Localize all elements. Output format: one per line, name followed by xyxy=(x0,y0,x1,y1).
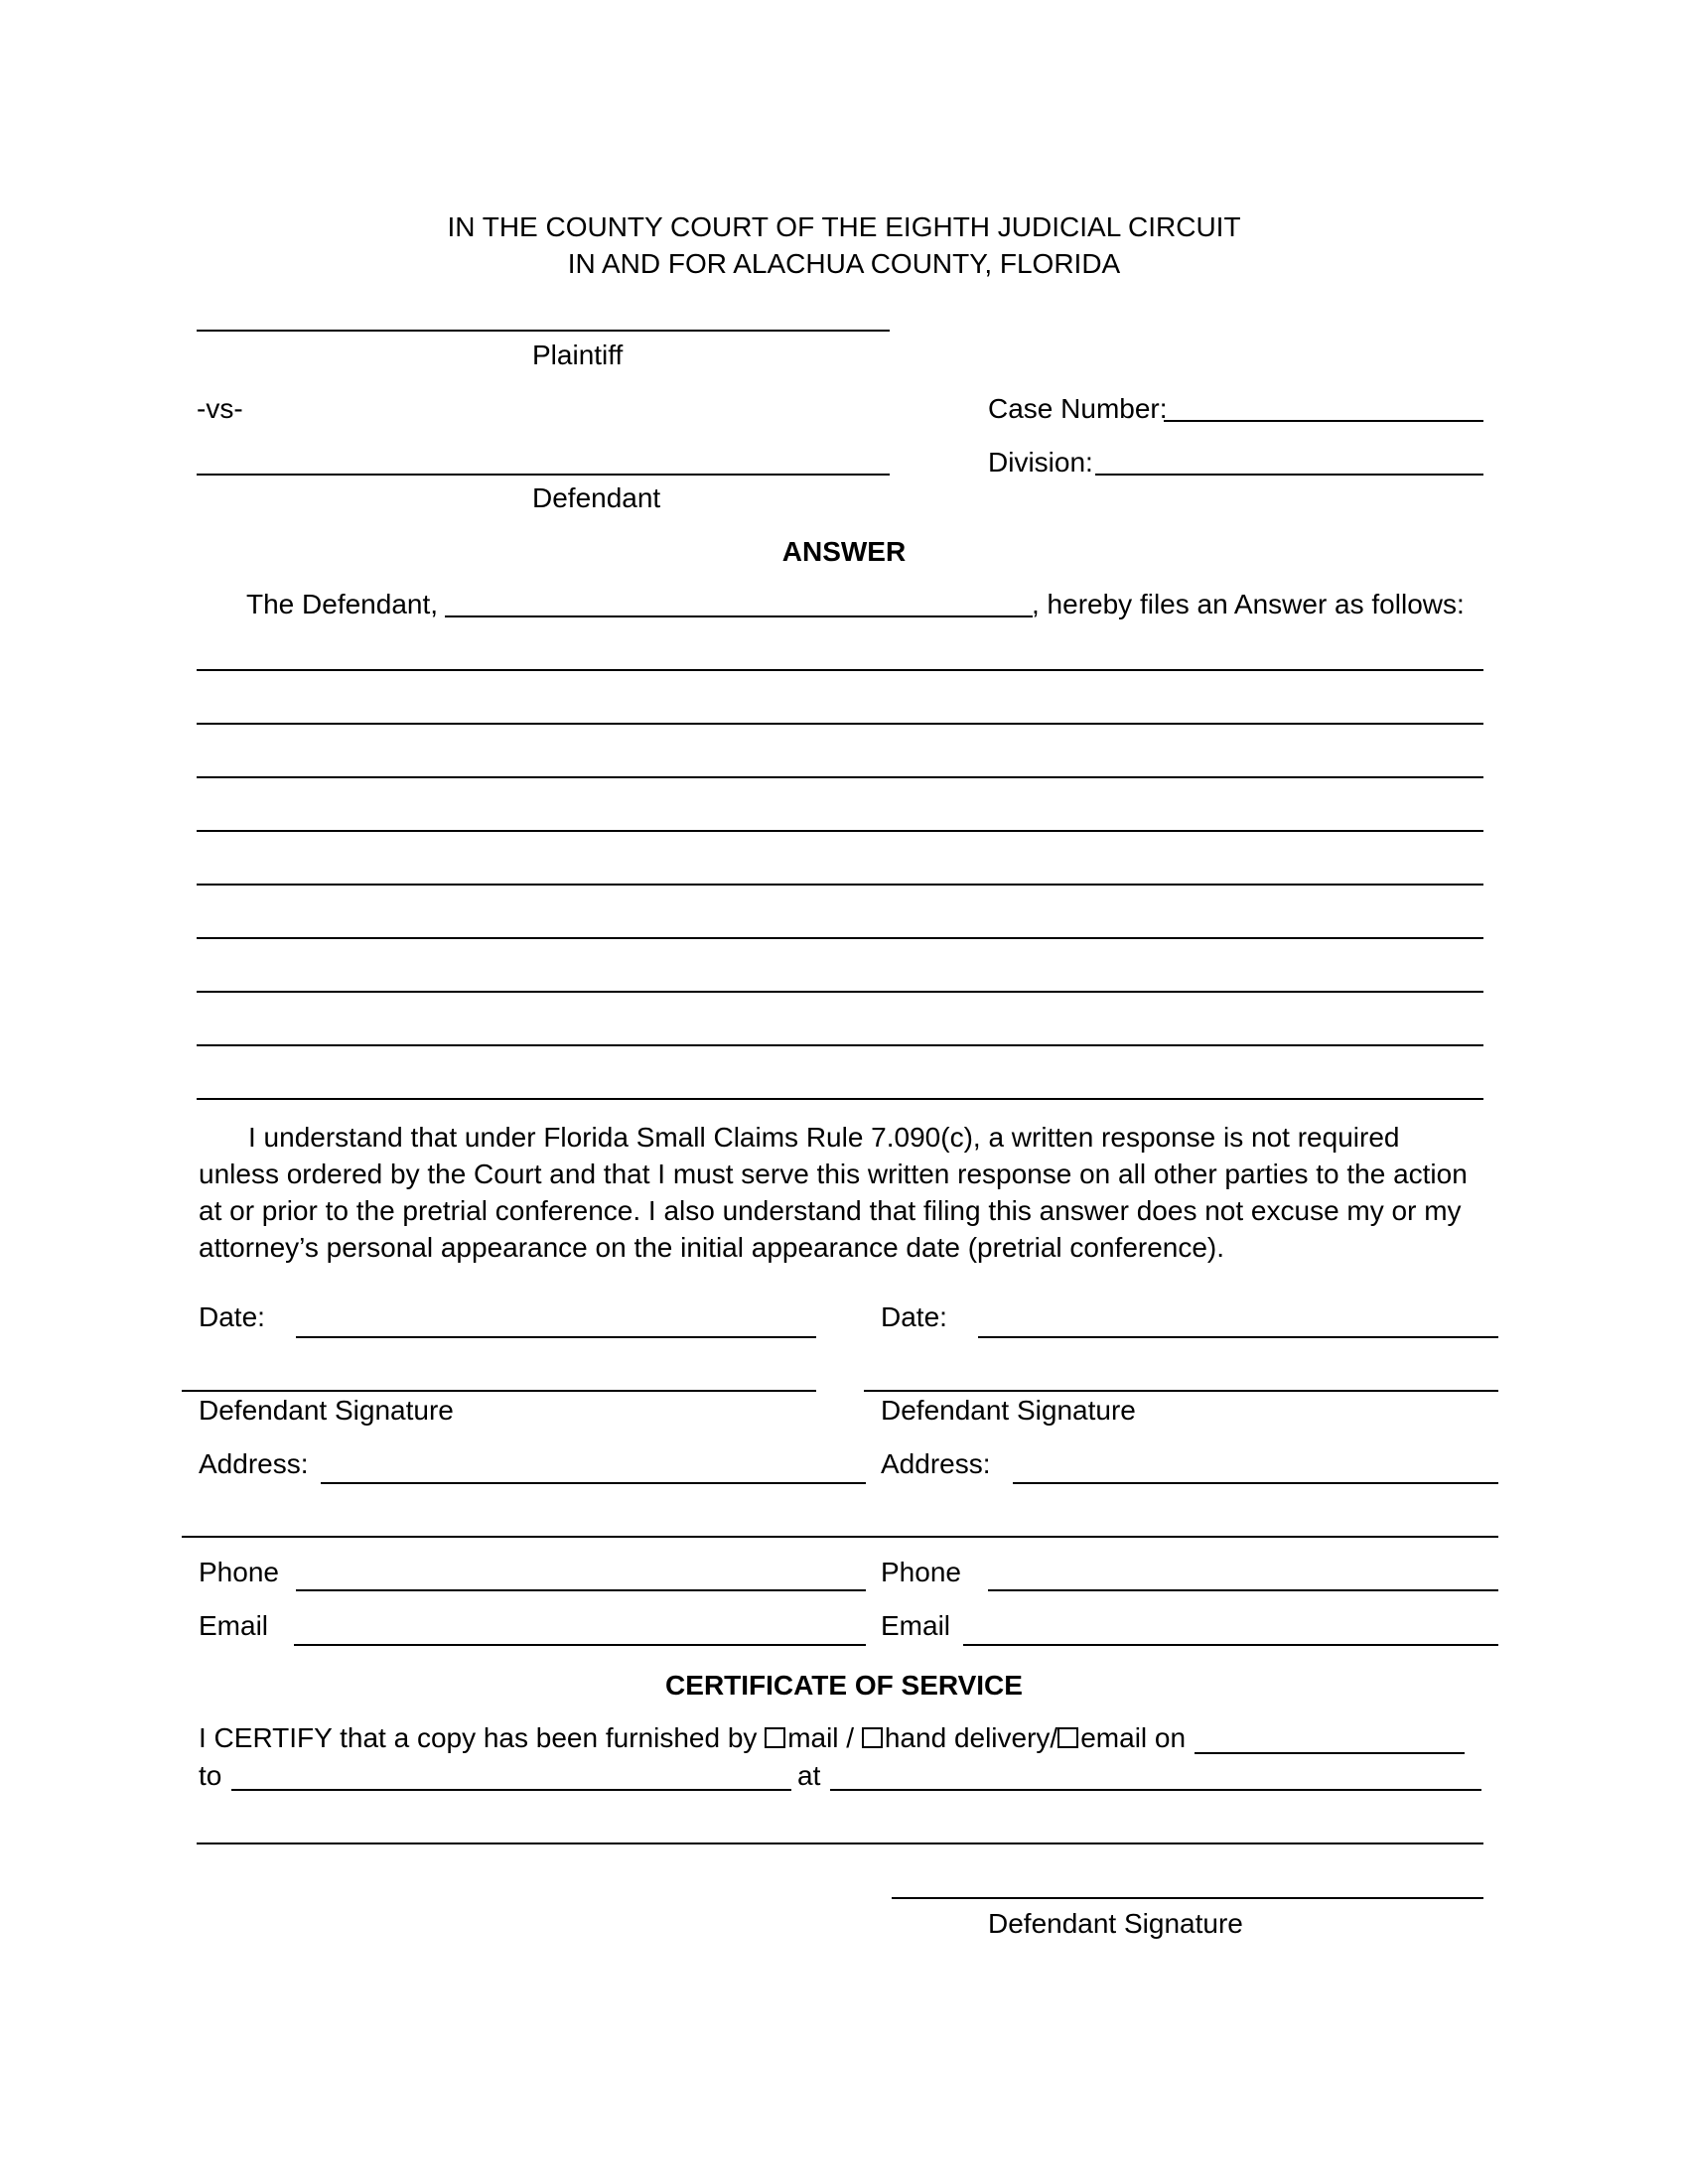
defendant-name-line[interactable] xyxy=(197,474,890,476)
option-email-label: email on xyxy=(1080,1722,1187,1753)
certificate-signature-line[interactable] xyxy=(892,1897,1483,1899)
address-field-left[interactable] xyxy=(321,1482,866,1484)
answer-intro-prefix: The Defendant, xyxy=(246,589,439,619)
address-line2-right[interactable] xyxy=(866,1536,1498,1538)
plaintiff-name-line[interactable] xyxy=(197,330,890,332)
answer-line[interactable] xyxy=(197,991,1483,993)
phone-field-left[interactable] xyxy=(296,1589,866,1591)
served-at-line2[interactable] xyxy=(197,1843,1483,1844)
email-checkbox[interactable] xyxy=(1057,1727,1078,1748)
answer-line[interactable] xyxy=(197,669,1483,671)
email-label-left: Email xyxy=(199,1610,269,1641)
mail-checkbox[interactable] xyxy=(765,1727,785,1748)
served-to-field[interactable] xyxy=(231,1789,791,1791)
date-field-right[interactable] xyxy=(978,1336,1498,1338)
versus-label: -vs- xyxy=(197,393,243,424)
signature-label-right: Defendant Signature xyxy=(881,1395,1136,1426)
email-label-right: Email xyxy=(881,1610,951,1641)
date-label-right: Date: xyxy=(881,1301,947,1332)
address-label-left: Address: xyxy=(199,1448,309,1479)
division-label: Division: xyxy=(988,447,1093,478)
certify-prefix: I CERTIFY that a copy has been furnished by xyxy=(199,1722,758,1753)
address-label-right: Address: xyxy=(881,1448,991,1479)
answer-line[interactable] xyxy=(197,1098,1483,1100)
email-field-left[interactable] xyxy=(294,1644,866,1646)
answer-intro-suffix: , hereby files an Answer as follows: xyxy=(1032,589,1465,619)
option-mail-label: mail / xyxy=(787,1722,855,1753)
hand-delivery-checkbox[interactable] xyxy=(862,1727,883,1748)
defendant-answer-name-field[interactable] xyxy=(445,615,1033,617)
case-number-field[interactable] xyxy=(1164,420,1483,422)
phone-label-right: Phone xyxy=(881,1557,961,1587)
signature-line-right[interactable] xyxy=(864,1390,1498,1392)
case-number-label: Case Number: xyxy=(988,393,1168,424)
date-label-left: Date: xyxy=(199,1301,265,1332)
answer-line[interactable] xyxy=(197,830,1483,832)
option-hand-label: hand delivery/ xyxy=(884,1722,1058,1753)
email-field-right[interactable] xyxy=(963,1644,1498,1646)
service-date-field[interactable] xyxy=(1195,1752,1465,1754)
address-line2-left[interactable] xyxy=(182,1536,866,1538)
answer-title: ANSWER xyxy=(781,536,907,567)
court-header-line1: IN THE COUNTY COURT OF THE EIGHTH JUDICIAL CIRCUIT xyxy=(447,211,1241,242)
certificate-title: CERTIFICATE OF SERVICE xyxy=(665,1670,1023,1701)
signature-line-left[interactable] xyxy=(182,1390,816,1392)
answer-line[interactable] xyxy=(197,884,1483,886)
answer-line[interactable] xyxy=(197,937,1483,939)
defendant-label: Defendant xyxy=(532,482,661,513)
court-header-line2: IN AND FOR ALACHUA COUNTY, FLORIDA xyxy=(567,248,1121,279)
signature-label-left: Defendant Signature xyxy=(199,1395,454,1426)
answer-line[interactable] xyxy=(197,776,1483,778)
division-field[interactable] xyxy=(1095,474,1483,476)
answer-line[interactable] xyxy=(197,723,1483,725)
date-field-left[interactable] xyxy=(296,1336,816,1338)
served-at-field[interactable] xyxy=(830,1789,1481,1791)
phone-label-left: Phone xyxy=(199,1557,279,1587)
certificate-signature-label: Defendant Signature xyxy=(988,1908,1243,1939)
rule-statement: I understand that under Florida Small Claims Rule 7.090(c), a written response is not required unless ordered by the Court and that I must serve this written response on all other parties to the action at or prior to the pretrial conference. I also understand that filing this answer does not excuse my or my attorney’s personal appearance on the initial appearance date (pretrial conference). xyxy=(199,1122,1468,1263)
phone-field-right[interactable] xyxy=(988,1589,1498,1591)
plaintiff-label: Plaintiff xyxy=(532,340,624,370)
to-label: to xyxy=(199,1760,222,1791)
certify-statement xyxy=(199,1724,1186,1752)
address-field-right[interactable] xyxy=(1013,1482,1498,1484)
at-label: at xyxy=(797,1760,821,1791)
answer-line[interactable] xyxy=(197,1044,1483,1046)
